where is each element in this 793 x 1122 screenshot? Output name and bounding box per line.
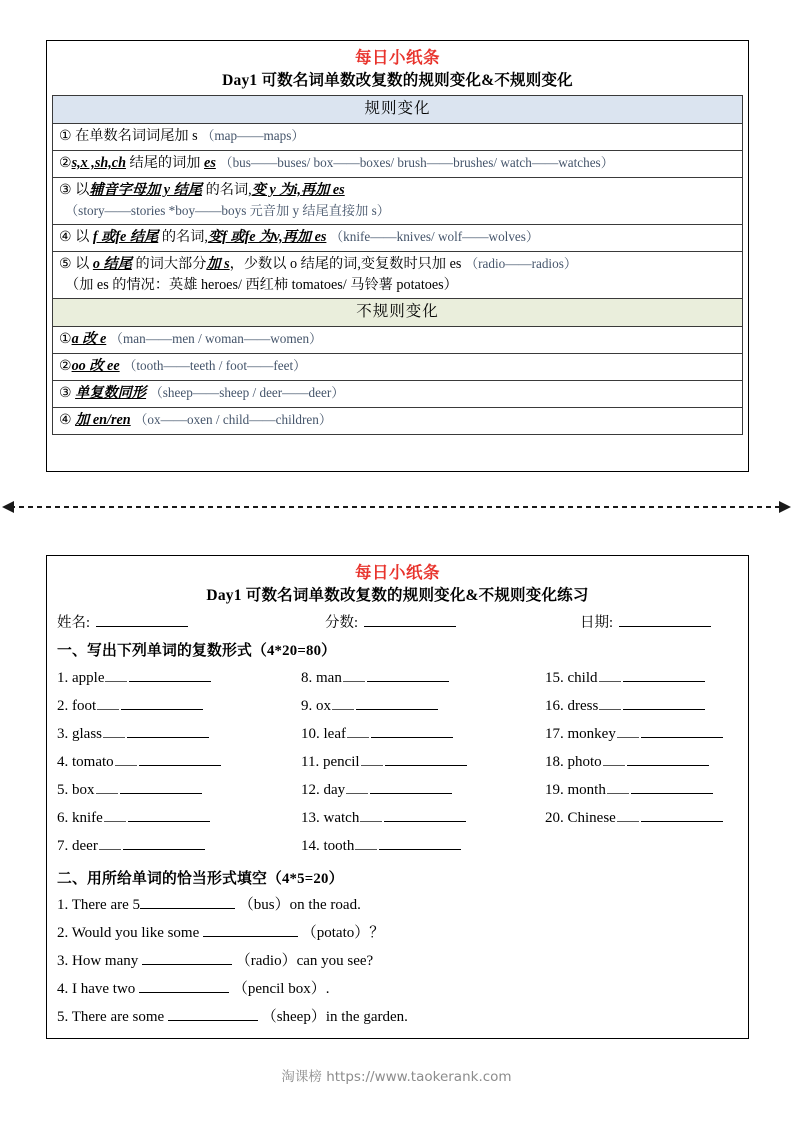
word-item[interactable] xyxy=(57,804,301,832)
rule-examples: （sheep——sheep / deer——deer） xyxy=(149,385,345,400)
rule-row-irregular-1 xyxy=(53,327,743,354)
rule-text: 结尾的词加 xyxy=(125,155,205,171)
word-answer-blank[interactable] xyxy=(623,666,705,682)
word-answer-blank[interactable] xyxy=(385,750,467,766)
rule-number: ④ xyxy=(59,413,72,428)
rule-row-regular-5 xyxy=(53,252,743,299)
word-label: 1. apple xyxy=(57,670,105,686)
rule-emphasis-2: 变f 或fe 为v,再加 es xyxy=(207,229,327,245)
word-column-3 xyxy=(545,664,740,860)
worksheet-red-title: 每日小纸条 xyxy=(355,563,440,582)
score-field-group[interactable] xyxy=(325,611,580,632)
date-field-group[interactable] xyxy=(580,611,711,632)
word-answer-blank[interactable] xyxy=(129,666,211,682)
rule-row-irregular-4 xyxy=(53,408,743,435)
rule-number: ③ xyxy=(59,386,72,401)
word-item[interactable] xyxy=(57,664,301,692)
word-label: 3. glass xyxy=(57,726,102,742)
fill-answer-blank[interactable] xyxy=(168,1005,258,1021)
name-input-blank[interactable] xyxy=(96,612,188,627)
word-item[interactable] xyxy=(545,804,740,832)
word-item[interactable] xyxy=(301,748,545,776)
score-input-blank[interactable] xyxy=(364,612,456,627)
note-sheet-red-title: 每日小纸条 xyxy=(355,48,440,67)
word-item[interactable] xyxy=(301,664,545,692)
rule-examples: （man——men / woman——women） xyxy=(109,331,323,346)
fill-answer-blank[interactable] xyxy=(140,893,235,909)
rule-emphasis: a 改 e xyxy=(71,331,107,347)
rule-emphasis-2: 变 y 为i,再加 es xyxy=(251,182,345,198)
worksheet-main-title: Day1 可数名词单数改复数的规则变化&不规则变化练习 xyxy=(206,587,589,604)
rule-prefix: 以 xyxy=(75,229,93,245)
fill-item[interactable] xyxy=(57,891,740,919)
fill-item[interactable] xyxy=(57,947,740,975)
word-answer-blank[interactable] xyxy=(371,722,453,738)
word-item[interactable] xyxy=(301,692,545,720)
rule-emphasis-2: es xyxy=(204,155,216,171)
dash-connector-icon xyxy=(103,730,125,738)
rule-number: ③ xyxy=(59,183,72,198)
rule-emphasis: f 或fe 结尾 xyxy=(92,229,159,245)
word-label: 8. man xyxy=(301,670,342,686)
fill-item-prefix: 3. How many xyxy=(57,953,142,969)
section-2-heading: 二、用所给单词的恰当形式填空（4*5=20） xyxy=(57,871,344,887)
dash-connector-icon xyxy=(97,702,119,710)
word-answer-blank[interactable] xyxy=(121,694,203,710)
dash-connector-icon xyxy=(361,758,383,766)
rule-text: 的词大部分 xyxy=(131,256,207,272)
dash-connector-icon xyxy=(332,702,354,710)
word-answer-blank[interactable] xyxy=(641,806,723,822)
word-label: 11. pencil xyxy=(301,754,360,770)
rule-examples: （map——maps） xyxy=(201,128,305,143)
dash-connector-icon xyxy=(360,814,382,822)
word-answer-blank[interactable] xyxy=(631,778,713,794)
word-item[interactable] xyxy=(301,720,545,748)
rule-examples: （ox——oxen / child——children） xyxy=(134,412,333,427)
dash-connector-icon xyxy=(603,758,625,766)
rule-row-regular-1 xyxy=(53,124,743,151)
fill-item[interactable] xyxy=(57,1003,740,1031)
worksheet-card xyxy=(46,555,749,1039)
fill-item-prefix: 1. There are 5 xyxy=(57,897,141,913)
dash-connector-icon xyxy=(99,842,121,850)
dash-connector-icon xyxy=(617,730,639,738)
rule-examples: （tooth——teeth / foot——feet） xyxy=(123,358,307,373)
dash-connector-icon xyxy=(347,730,369,738)
regular-section-header: 规则变化 xyxy=(53,96,743,124)
rule-sub-note: （加 es 的情况：英雄 heroes/ 西红柿 tomatoes/ 马铃薯 potatoes） xyxy=(65,277,458,293)
rule-number: ① xyxy=(59,129,72,144)
word-answer-blank[interactable] xyxy=(127,722,209,738)
rule-emphasis: 单复数同形 xyxy=(75,385,147,401)
arrow-right-icon xyxy=(779,501,791,513)
dash-connector-icon xyxy=(343,674,365,682)
word-label: 17. monkey xyxy=(545,726,616,742)
rule-number: ④ xyxy=(59,230,72,245)
word-label: 5. box xyxy=(57,782,95,798)
rule-examples: （knife——knives/ wolf——wolves） xyxy=(329,229,540,244)
rule-text: 在单数名词词尾加 s xyxy=(75,128,198,144)
rule-text: 的名词, xyxy=(158,229,208,245)
dash-connector-icon xyxy=(115,758,137,766)
rule-row-irregular-3 xyxy=(53,381,743,408)
section-1-heading: 一、写出下列单词的复数形式（4*20=80） xyxy=(57,643,337,659)
word-answer-blank[interactable] xyxy=(128,806,210,822)
word-label: 16. dress xyxy=(545,698,599,714)
fill-item-prefix: 2. Would you like some xyxy=(57,925,204,941)
fill-item-suffix: （sheep）in the garden. xyxy=(261,1009,408,1025)
dash-connector-icon xyxy=(355,842,377,850)
word-item[interactable] xyxy=(545,776,740,804)
rule-number: ① xyxy=(59,332,72,347)
word-label: 15. child xyxy=(545,670,598,686)
rule-text: 的名词, xyxy=(202,182,252,198)
rule-text-post: ，少数以 o 结尾的词,变复数时只加 es xyxy=(229,256,462,272)
fill-answer-blank[interactable] xyxy=(139,977,229,993)
word-item[interactable] xyxy=(57,748,301,776)
irregular-section-header: 不规则变化 xyxy=(53,299,743,327)
word-item[interactable] xyxy=(57,720,301,748)
word-item[interactable] xyxy=(545,720,740,748)
word-answer-blank[interactable] xyxy=(370,778,452,794)
word-item[interactable] xyxy=(301,832,545,860)
word-label: 20. Chinese xyxy=(545,810,616,826)
dash-connector-icon xyxy=(96,786,118,794)
cut-line-divider xyxy=(0,495,793,519)
note-sheet-main-title: Day1 可数名词单数改复数的规则变化&不规则变化 xyxy=(222,72,573,89)
word-answer-blank[interactable] xyxy=(379,834,461,850)
dash-connector-icon xyxy=(346,786,368,794)
fill-item-suffix: （potato）？ xyxy=(301,925,385,941)
rule-sub-note: （story——stories *boy——boys 元音加 y 结尾直接加 s） xyxy=(65,203,390,218)
rule-emphasis: oo 改 ee xyxy=(71,358,120,374)
fill-item-suffix: （radio）can you see? xyxy=(235,953,374,969)
word-answer-blank[interactable] xyxy=(123,834,205,850)
rule-emphasis: s,x ,sh,ch xyxy=(71,155,126,171)
rule-row-irregular-2 xyxy=(53,354,743,381)
word-item[interactable] xyxy=(301,776,545,804)
word-answer-blank[interactable] xyxy=(641,722,723,738)
rule-number: ② xyxy=(59,359,72,374)
fill-answer-blank[interactable] xyxy=(142,949,232,965)
word-label: 9. ox xyxy=(301,698,331,714)
word-label: 6. knife xyxy=(57,810,103,826)
word-label: 7. deer xyxy=(57,838,98,854)
word-answer-blank[interactable] xyxy=(623,694,705,710)
fill-item-prefix: 4. I have two xyxy=(57,981,140,997)
word-label: 12. day xyxy=(301,782,346,798)
footer-watermark: 淘课榜 https://www.taokerank.com xyxy=(281,1069,512,1085)
dash-connector-icon xyxy=(599,702,621,710)
rule-emphasis-2: 加 s xyxy=(206,256,230,272)
word-item[interactable] xyxy=(57,692,301,720)
word-answer-blank[interactable] xyxy=(384,806,466,822)
word-label: 14. tooth xyxy=(301,838,355,854)
word-item[interactable] xyxy=(57,776,301,804)
word-plural-grid xyxy=(55,664,740,860)
word-item[interactable] xyxy=(57,832,301,860)
rule-row-regular-3 xyxy=(53,178,743,225)
word-column-1 xyxy=(57,664,301,860)
rules-table xyxy=(52,95,743,435)
fill-item-suffix: （bus）on the road. xyxy=(238,897,361,913)
arrow-left-icon xyxy=(2,501,14,513)
dash-connector-icon xyxy=(105,674,127,682)
fill-item-prefix: 5. There are some xyxy=(57,1009,168,1025)
rule-number: ⑤ xyxy=(59,257,72,272)
fill-item-suffix: （pencil box）. xyxy=(232,981,330,997)
name-label: 姓名: xyxy=(57,615,91,631)
note-sheet-card xyxy=(46,40,749,472)
name-field-group[interactable] xyxy=(57,611,325,632)
word-label: 2. foot xyxy=(57,698,97,714)
word-item[interactable] xyxy=(301,804,545,832)
dash-connector-icon xyxy=(104,814,126,822)
rule-examples: （bus——buses/ box——boxes/ brush——brushes/ watch——watches） xyxy=(219,155,614,170)
rule-emphasis: 加 en/ren xyxy=(75,412,131,428)
word-item[interactable] xyxy=(545,748,740,776)
dash-connector-icon xyxy=(617,814,639,822)
dash-connector-icon xyxy=(599,674,621,682)
rule-number: ② xyxy=(59,156,72,171)
word-label: 4. tomato xyxy=(57,754,114,770)
word-answer-blank[interactable] xyxy=(627,750,709,766)
word-label: 10. leaf xyxy=(301,726,346,742)
fill-in-blank-list xyxy=(55,891,740,1031)
word-item[interactable] xyxy=(545,664,740,692)
word-label: 13. watch xyxy=(301,810,360,826)
rule-prefix: 以 xyxy=(75,182,90,198)
fill-answer-blank[interactable] xyxy=(203,921,298,937)
rule-examples: （radio——radios） xyxy=(464,256,578,271)
rule-row-regular-2 xyxy=(53,151,743,178)
word-item[interactable] xyxy=(545,692,740,720)
student-meta-row xyxy=(55,611,740,632)
fill-item[interactable] xyxy=(57,919,740,947)
score-label: 分数: xyxy=(325,615,359,631)
date-input-blank[interactable] xyxy=(619,612,711,627)
fill-item[interactable] xyxy=(57,975,740,1003)
dash-connector-icon xyxy=(607,786,629,794)
word-answer-blank[interactable] xyxy=(139,750,221,766)
word-answer-blank[interactable] xyxy=(356,694,438,710)
word-label: 19. month xyxy=(545,782,606,798)
word-column-2 xyxy=(301,664,545,860)
rule-prefix: 以 xyxy=(75,256,93,272)
rule-row-regular-4 xyxy=(53,225,743,252)
irregular-section-header-row xyxy=(53,299,743,327)
word-answer-blank[interactable] xyxy=(367,666,449,682)
date-label: 日期: xyxy=(580,615,614,631)
rule-emphasis: 辅音字母加 y 结尾 xyxy=(89,182,203,198)
word-label: 18. photo xyxy=(545,754,602,770)
word-answer-blank[interactable] xyxy=(120,778,202,794)
rule-emphasis: o 结尾 xyxy=(92,256,132,272)
regular-section-header-row xyxy=(53,96,743,124)
